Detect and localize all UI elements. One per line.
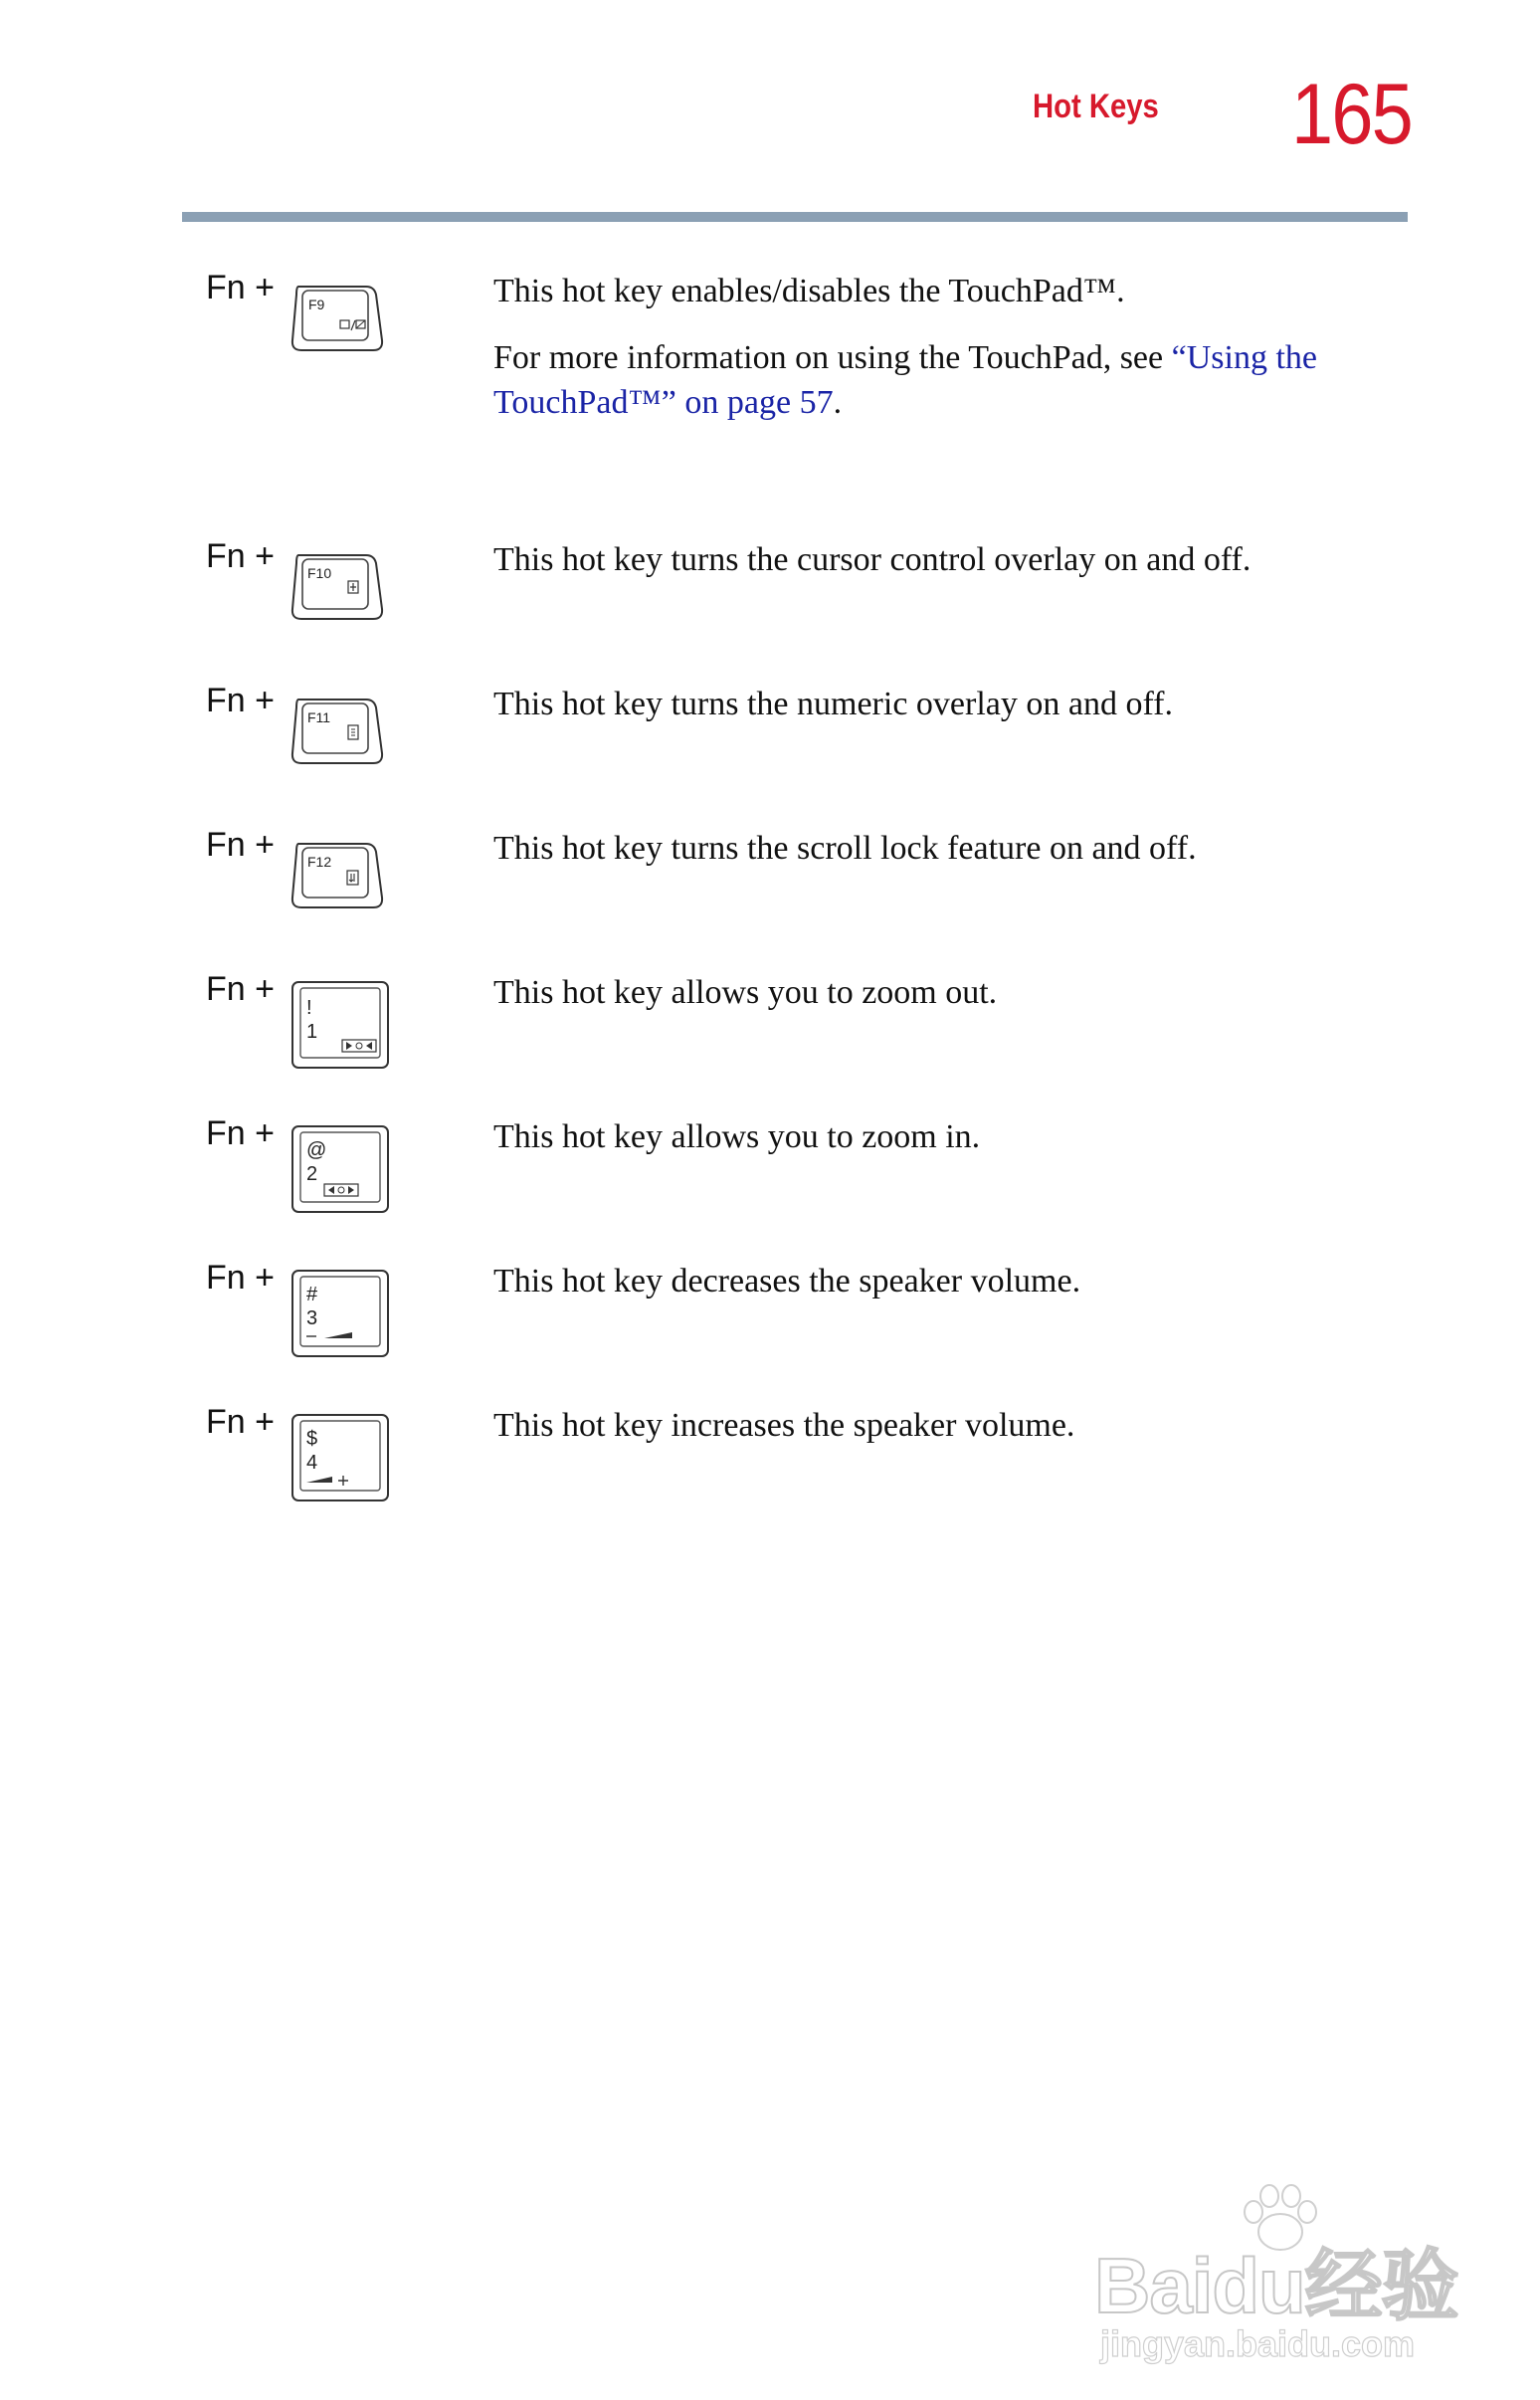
- description-text: This hot key decreases the speaker volume.: [493, 1263, 1081, 1300]
- key-bottom-symbol: 2: [306, 1163, 318, 1185]
- description-text: This hot key enables/disables the TouchPad™.: [493, 273, 1125, 309]
- fn-label: Fn +: [206, 682, 275, 719]
- key-bottom-symbol: 3: [306, 1307, 318, 1329]
- baidu-jingyan-watermark: [1094, 2184, 1458, 2383]
- touchpad-note: [493, 335, 1369, 425]
- description-text: This hot key turns the scroll lock feature on and off.: [493, 830, 1197, 867]
- fn-label: Fn +: [206, 1403, 275, 1441]
- key-bottom-symbol: 1: [306, 1021, 318, 1043]
- description-text: This hot key increases the speaker volume.: [493, 1407, 1075, 1444]
- key-f10: [290, 551, 384, 623]
- key-top-symbol: @: [306, 1139, 327, 1161]
- key-f12: [290, 840, 384, 911]
- key-f9: [290, 283, 384, 354]
- fn-label: Fn +: [206, 1259, 275, 1297]
- key-2: [290, 1124, 392, 1216]
- key-top-symbol: !: [306, 997, 312, 1019]
- hotkey-description: [493, 826, 1369, 871]
- hotkey-description: [493, 537, 1369, 582]
- note-suffix: .: [833, 384, 843, 421]
- note-prefix: For more information on using the TouchPad, see: [493, 339, 1172, 376]
- key-label: F12: [307, 854, 332, 870]
- key-4: [290, 1413, 392, 1504]
- hotkey-description: [493, 970, 1369, 1015]
- key-top-symbol: $: [306, 1428, 318, 1450]
- key-label: F11: [307, 709, 331, 725]
- hotkey-description: [493, 1259, 1369, 1303]
- watermark-brand: Baidu经验: [1094, 2242, 1458, 2329]
- key-label: F10: [307, 565, 332, 581]
- key-top-symbol: #: [306, 1284, 318, 1305]
- key-1: [290, 980, 392, 1072]
- fn-label: Fn +: [206, 970, 275, 1008]
- key-f11: [290, 696, 384, 767]
- fn-label: Fn +: [206, 826, 275, 864]
- hotkey-description: [493, 269, 1369, 425]
- hotkey-description: [493, 682, 1369, 726]
- hotkey-description: [493, 1114, 1369, 1159]
- running-header-title: Hot Keys: [1033, 88, 1159, 125]
- key-bottom-symbol: 4: [306, 1452, 318, 1474]
- description-text: This hot key allows you to zoom out.: [493, 974, 998, 1011]
- page-number: 165: [1291, 67, 1412, 162]
- touchpad-cross-reference-link[interactable]: “Using the TouchPad™” on page 57: [493, 339, 1317, 421]
- watermark-site: jingyan.baidu.com: [1100, 2323, 1416, 2364]
- fn-label: Fn +: [206, 1114, 275, 1152]
- hotkey-description: [493, 1403, 1369, 1448]
- key-3: [290, 1269, 392, 1360]
- description-text: This hot key allows you to zoom in.: [493, 1118, 981, 1155]
- header-rule: [182, 212, 1408, 222]
- description-text: This hot key turns the cursor control overlay on and off.: [493, 541, 1251, 578]
- description-text: This hot key turns the numeric overlay on and off.: [493, 686, 1173, 722]
- key-label: F9: [308, 297, 325, 312]
- fn-label: Fn +: [206, 537, 275, 575]
- fn-label: Fn +: [206, 269, 275, 306]
